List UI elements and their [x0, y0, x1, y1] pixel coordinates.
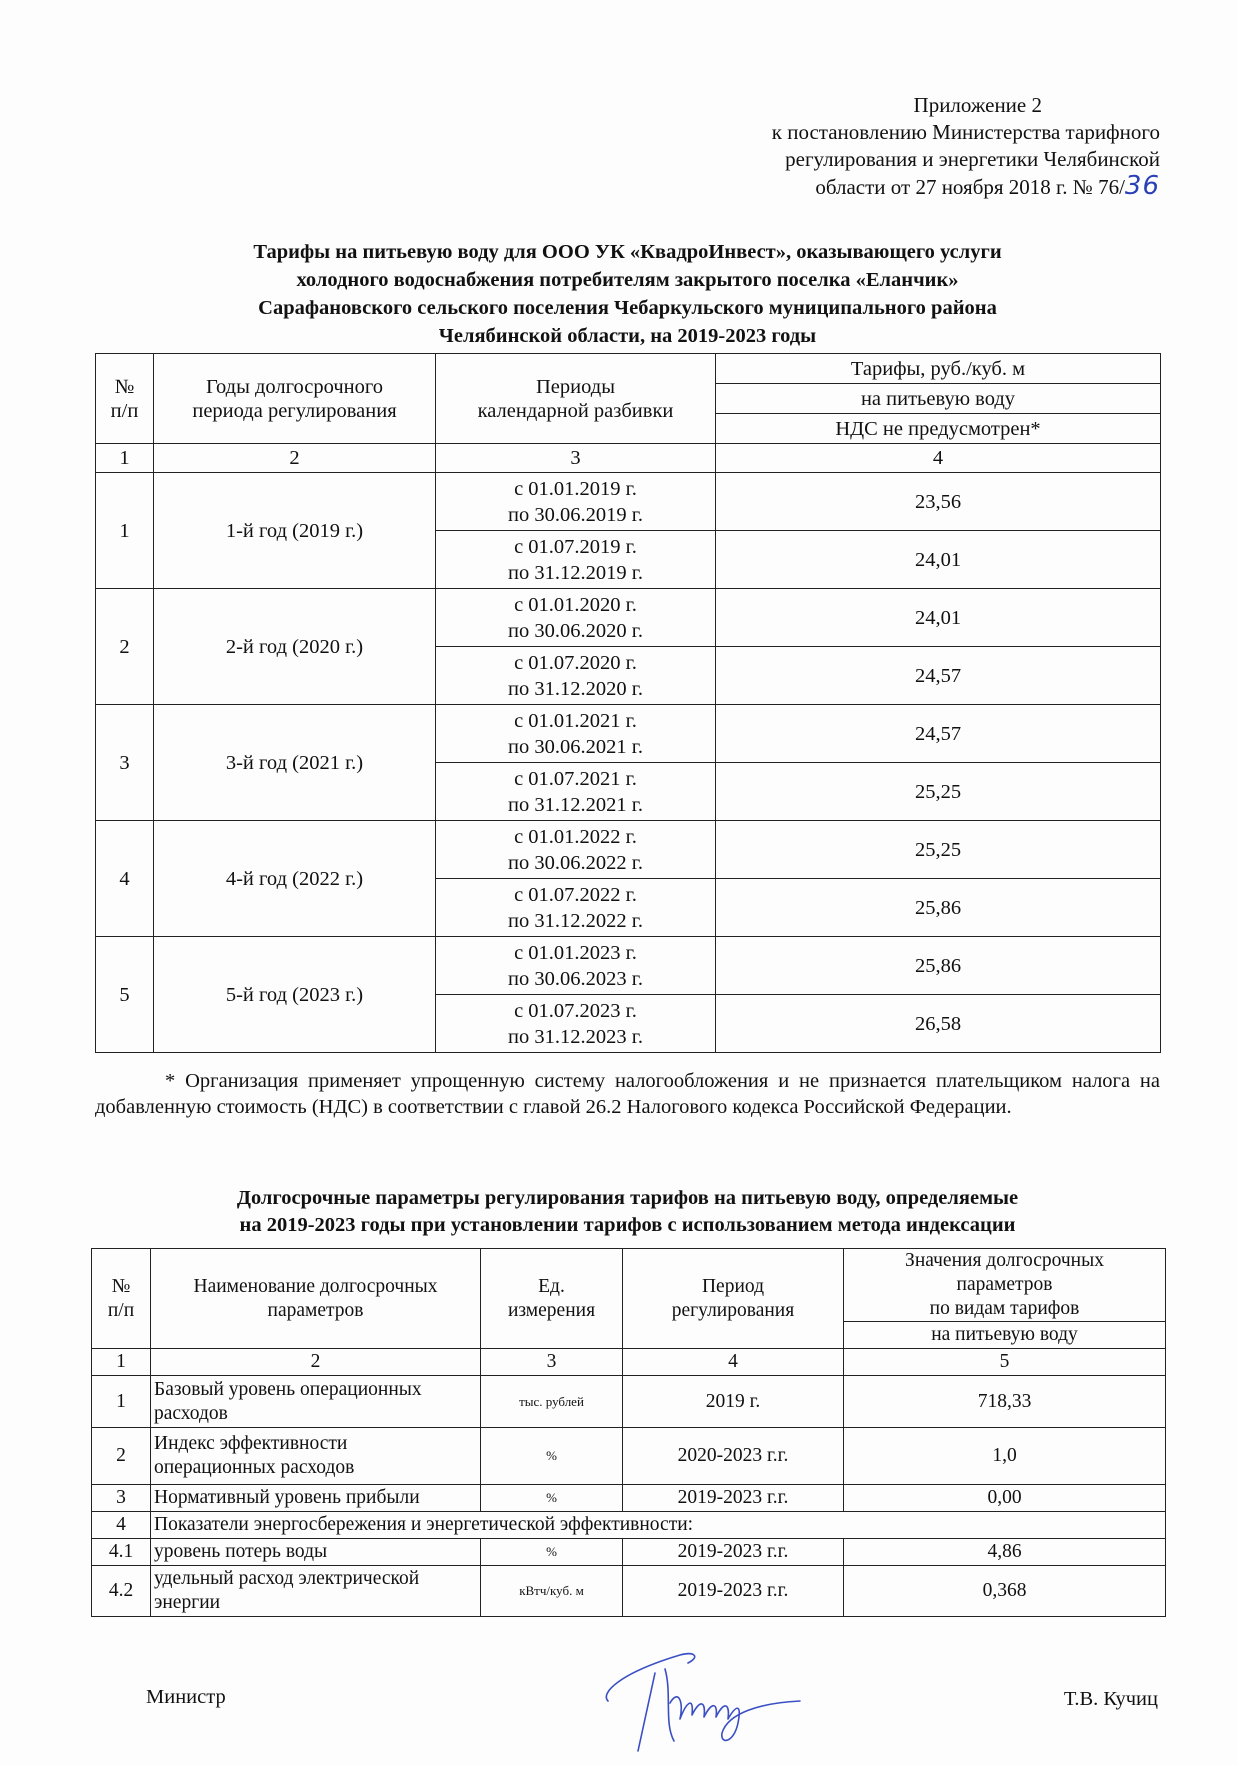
- param-value: 4,86: [844, 1539, 1166, 1566]
- column-number-row: [96, 444, 1161, 473]
- param-value: 0,368: [844, 1566, 1166, 1617]
- col-number: 2: [154, 444, 436, 473]
- handwritten-signature-icon: [560, 1643, 860, 1753]
- header-period: Период регулирования: [623, 1249, 844, 1349]
- row-number: 2: [96, 589, 154, 705]
- tariff-value: 25,25: [716, 763, 1161, 821]
- period-cell: с 01.01.2020 г. по 30.06.2020 г.: [436, 589, 716, 647]
- handwritten-decree-number: 36: [1124, 171, 1160, 201]
- appendix-ref-line: регулирования и энергетики Челябинской: [785, 147, 1160, 171]
- row-year: 3-й год (2021 г.): [154, 705, 436, 821]
- tariff-value: 24,57: [716, 705, 1161, 763]
- period-cell: с 01.01.2022 г. по 30.06.2022 г.: [436, 821, 716, 879]
- tariff-value: 25,86: [716, 937, 1161, 995]
- signatory-name: Т.В. Кучиц: [1063, 1688, 1158, 1710]
- header-years: Годы долгосрочного периода регулирования: [154, 354, 436, 444]
- table-header-row: [96, 354, 1161, 384]
- tariff-value: 24,01: [716, 531, 1161, 589]
- param-period: 2019-2023 г.г.: [623, 1485, 844, 1512]
- header-values: Значения долгосрочных параметров по видам тарифов: [844, 1249, 1166, 1322]
- header-num: № п/п: [96, 354, 154, 444]
- title-line: Долгосрочные параметры регулирования тарифов на питьевую воду, определяемые: [236, 1187, 1019, 1209]
- table-row: [92, 1376, 1166, 1428]
- period-cell: с 01.01.2023 г. по 30.06.2023 г.: [436, 937, 716, 995]
- tariff-value: 23,56: [716, 473, 1161, 531]
- decree-date-text: области от 27 ноября 2018 г. № 76/: [815, 175, 1125, 199]
- tariff-table: [95, 353, 1161, 1053]
- col-number: 1: [92, 1349, 151, 1376]
- col-number: 3: [481, 1349, 623, 1376]
- param-name: удельный расход электрической энергии: [151, 1566, 481, 1617]
- title-line: Тарифы на питьевую воду для ООО УК «КвадроИнвест», оказывающего услуги: [253, 241, 1002, 263]
- appendix-decree-line: [772, 173, 1160, 201]
- params-table-title: [95, 1185, 1160, 1239]
- param-unit: %: [481, 1485, 623, 1512]
- title-line: холодного водоснабжения потребителям закрытого поселка «Еланчик»: [296, 269, 959, 291]
- row-year: 5-й год (2023 г.): [154, 937, 436, 1053]
- col-number: 3: [436, 444, 716, 473]
- title-line: Сарафановского сельского поселения Чебаркульского муниципального района: [258, 297, 997, 319]
- table-row: [96, 705, 1161, 763]
- period-cell: с 01.01.2019 г. по 30.06.2019 г.: [436, 473, 716, 531]
- param-unit: %: [481, 1539, 623, 1566]
- row-number: 3: [96, 705, 154, 821]
- param-unit: кВтч/куб. м: [481, 1566, 623, 1617]
- param-name: Нормативный уровень прибыли: [151, 1485, 481, 1512]
- table-row: [92, 1566, 1166, 1617]
- title-line: на 2019-2023 годы при установлении тарифов с использованием метода индексации: [239, 1214, 1016, 1236]
- row-number: 4: [96, 821, 154, 937]
- row-number: 2: [92, 1428, 151, 1485]
- row-year: 1-й год (2019 г.): [154, 473, 436, 589]
- header-drinking-water: на питьевую воду: [844, 1322, 1166, 1349]
- tariff-value: 26,58: [716, 995, 1161, 1053]
- param-unit: тыс. рублей: [481, 1376, 623, 1428]
- param-section-name: Показатели энергосбережения и энергетической эффективности:: [151, 1512, 1166, 1539]
- header-drinking-water: на питьевую воду: [716, 384, 1161, 414]
- param-period: 2019 г.: [623, 1376, 844, 1428]
- signatory-title: Министр: [146, 1686, 226, 1708]
- period-cell: с 01.07.2022 г. по 31.12.2022 г.: [436, 879, 716, 937]
- appendix-ref-line: к постановлению Министерства тарифного: [771, 120, 1160, 144]
- col-number: 1: [96, 444, 154, 473]
- col-number: 2: [151, 1349, 481, 1376]
- table-row: [92, 1539, 1166, 1566]
- row-number: 5: [96, 937, 154, 1053]
- tariff-value: 25,86: [716, 879, 1161, 937]
- table-row: [92, 1485, 1166, 1512]
- col-number: 4: [623, 1349, 844, 1376]
- row-number: 3: [92, 1485, 151, 1512]
- header-unit: Ед. измерения: [481, 1249, 623, 1349]
- param-value: 0,00: [844, 1485, 1166, 1512]
- table-row: [96, 937, 1161, 995]
- table-row: [96, 589, 1161, 647]
- period-cell: с 01.01.2021 г. по 30.06.2021 г.: [436, 705, 716, 763]
- param-name: Индекс эффективности операционных расходов: [151, 1428, 481, 1485]
- period-cell: с 01.07.2021 г. по 31.12.2021 г.: [436, 763, 716, 821]
- table-row: [92, 1512, 1166, 1539]
- param-value: 1,0: [844, 1428, 1166, 1485]
- param-unit: %: [481, 1428, 623, 1485]
- row-number: 4.1: [92, 1539, 151, 1566]
- param-period: 2019-2023 г.г.: [623, 1539, 844, 1566]
- table-row: [96, 473, 1161, 531]
- header-num: № п/п: [92, 1249, 151, 1349]
- period-cell: с 01.07.2023 г. по 31.12.2023 г.: [436, 995, 716, 1053]
- appendix-header: [772, 92, 1160, 201]
- header-vat: НДС не предусмотрен*: [716, 414, 1161, 444]
- title-line: Челябинской области, на 2019-2023 годы: [438, 325, 817, 347]
- period-cell: с 01.07.2019 г. по 31.12.2019 г.: [436, 531, 716, 589]
- row-year: 2-й год (2020 г.): [154, 589, 436, 705]
- col-number: 5: [844, 1349, 1166, 1376]
- param-period: 2019-2023 г.г.: [623, 1566, 844, 1617]
- row-number: 1: [92, 1376, 151, 1428]
- header-periods: Периоды календарной разбивки: [436, 354, 716, 444]
- vat-footnote: * Организация применяет упрощенную систему налогообложения и не признается плательщиком налога на добавленную стоимость (НДС) в соответствии с главой 26.2 Налогового кодекса Российской Федерации.: [95, 1070, 1160, 1118]
- tariff-value: 24,57: [716, 647, 1161, 705]
- param-name: уровень потерь воды: [151, 1539, 481, 1566]
- header-name: Наименование долгосрочных параметров: [151, 1249, 481, 1349]
- param-value: 718,33: [844, 1376, 1166, 1428]
- row-number: 4: [92, 1512, 151, 1539]
- tariff-value: 25,25: [716, 821, 1161, 879]
- header-tariffs: Тарифы, руб./куб. м: [716, 354, 1161, 384]
- column-number-row: [92, 1349, 1166, 1376]
- table-row: [96, 821, 1161, 879]
- params-table: [91, 1248, 1166, 1617]
- period-cell: с 01.07.2020 г. по 31.12.2020 г.: [436, 647, 716, 705]
- param-period: 2020-2023 г.г.: [623, 1428, 844, 1485]
- tariff-value: 24,01: [716, 589, 1161, 647]
- appendix-number: Приложение 2: [913, 93, 1042, 117]
- row-number: 1: [96, 473, 154, 589]
- param-name: Базовый уровень операционных расходов: [151, 1376, 481, 1428]
- table-row: [92, 1428, 1166, 1485]
- row-year: 4-й год (2022 г.): [154, 821, 436, 937]
- tariff-table-title: [95, 238, 1160, 350]
- row-number: 4.2: [92, 1566, 151, 1617]
- col-number: 4: [716, 444, 1161, 473]
